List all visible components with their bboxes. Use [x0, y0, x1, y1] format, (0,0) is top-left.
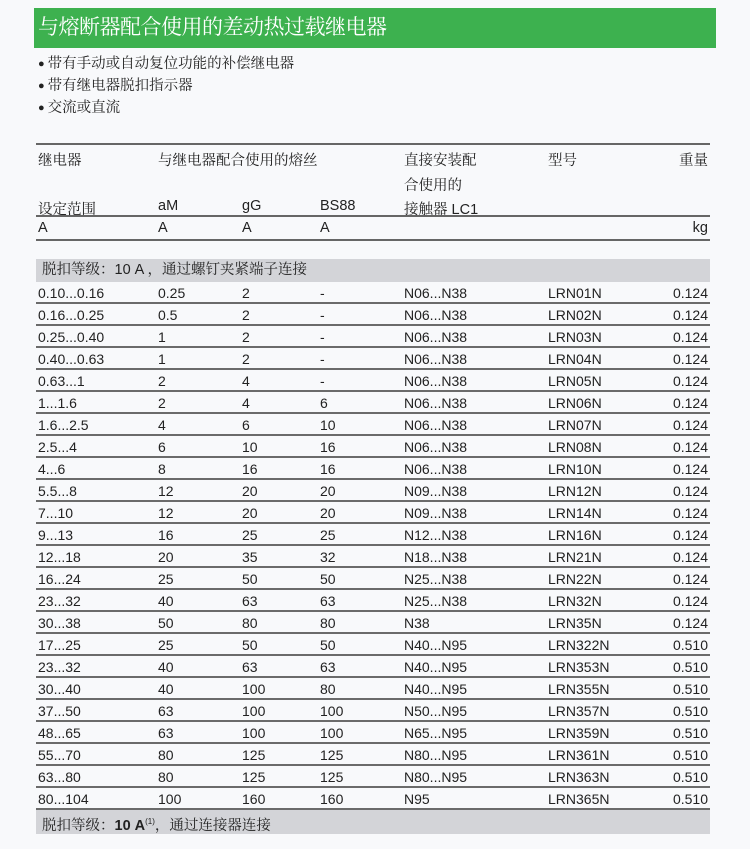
cell-bs88: 63	[320, 593, 336, 609]
cell-am: 25	[158, 637, 174, 653]
cell-range: 12...18	[38, 549, 81, 565]
cell-gg: 125	[242, 747, 266, 763]
cell-bs88: 16	[320, 439, 336, 455]
table-row	[36, 788, 710, 810]
table-row	[36, 326, 710, 348]
cell-range: 23...32	[38, 659, 81, 675]
cell-am: 40	[158, 681, 174, 697]
cell-bs88: 125	[320, 769, 344, 785]
footnote-ref: (1)	[145, 817, 155, 826]
unit-range: A	[38, 220, 48, 236]
cell-model: LRN05N	[548, 373, 602, 389]
unit-am: A	[158, 220, 168, 236]
cell-contactor: N40...N95	[404, 659, 468, 675]
cell-range: 0.16...0.25	[38, 307, 105, 323]
cell-gg: 10	[242, 439, 258, 455]
cell-weight: 0.124	[672, 593, 708, 609]
header-am: aM	[158, 198, 179, 214]
cell-bs88: 16	[320, 461, 336, 477]
table-row	[36, 590, 710, 612]
cell-am: 2	[158, 395, 166, 411]
section-value: 10 A	[114, 817, 146, 834]
cell-range: 9...13	[38, 527, 74, 543]
page-title: 与熔断器配合使用的差动热过载继电器	[34, 8, 716, 48]
header-contactor-1: 直接安装配	[404, 153, 477, 169]
cell-am: 63	[158, 725, 174, 741]
cell-weight: 0.124	[672, 351, 708, 367]
cell-weight: 0.510	[672, 769, 708, 785]
cell-model: LRN32N	[548, 593, 602, 609]
cell-weight: 0.124	[672, 307, 708, 323]
table-row	[36, 766, 710, 788]
table-row	[36, 634, 710, 656]
table-row	[36, 568, 710, 590]
cell-contactor: N38	[404, 615, 430, 631]
cell-bs88: -	[320, 373, 325, 389]
cell-weight: 0.124	[672, 285, 708, 301]
cell-am: 16	[158, 527, 174, 543]
cell-bs88: -	[320, 307, 325, 323]
cell-am: 0.5	[158, 307, 178, 323]
cell-model: LRN353N	[548, 659, 610, 675]
section-label: 脱扣等级：	[42, 817, 115, 834]
cell-model: LRN322N	[548, 637, 610, 653]
cell-gg: 50	[242, 637, 258, 653]
cell-range: 1...1.6	[38, 395, 77, 411]
cell-weight: 0.510	[672, 791, 708, 807]
table-row	[36, 370, 710, 392]
cell-contactor: N06...N38	[404, 329, 468, 345]
cell-weight: 0.124	[672, 417, 708, 433]
cell-weight: 0.124	[672, 483, 708, 499]
header-range: 设定范围	[38, 202, 96, 218]
header-fuse: 与继电器配合使用的熔丝	[158, 153, 318, 169]
cell-model: LRN359N	[548, 725, 610, 741]
table-row	[36, 524, 710, 546]
cell-am: 63	[158, 703, 174, 719]
cell-contactor: N25...N38	[404, 571, 468, 587]
cell-range: 0.10...0.16	[38, 285, 105, 301]
cell-model: LRN01N	[548, 285, 602, 301]
cell-am: 12	[158, 483, 174, 499]
section-header-screw: 脱扣等级：10 A ，通过螺钉夹紧端子连接	[36, 259, 710, 282]
cell-weight: 0.124	[672, 615, 708, 631]
cell-am: 1	[158, 351, 166, 367]
table-row	[36, 458, 710, 480]
cell-am: 8	[158, 461, 166, 477]
cell-range: 63...80	[38, 769, 81, 785]
feature-list	[38, 53, 294, 119]
cell-range: 5.5...8	[38, 483, 77, 499]
table-row	[36, 414, 710, 436]
table-row	[36, 282, 710, 304]
table-row	[36, 612, 710, 634]
cell-am: 100	[158, 791, 182, 807]
cell-weight: 0.124	[672, 549, 708, 565]
cell-range: 17...25	[38, 637, 81, 653]
cell-weight: 0.510	[672, 747, 708, 763]
cell-contactor: N06...N38	[404, 373, 468, 389]
cell-model: LRN365N	[548, 791, 610, 807]
cell-gg: 16	[242, 461, 258, 477]
cell-model: LRN361N	[548, 747, 610, 763]
cell-bs88: 100	[320, 725, 344, 741]
cell-range: 23...32	[38, 593, 81, 609]
cell-gg: 50	[242, 571, 258, 587]
table-body	[36, 282, 710, 810]
feature-item: ● 交流或直流	[38, 97, 294, 119]
table-row	[36, 348, 710, 370]
table-row	[36, 722, 710, 744]
cell-range: 30...40	[38, 681, 81, 697]
cell-model: LRN355N	[548, 681, 610, 697]
cell-model: LRN10N	[548, 461, 602, 477]
cell-model: LRN04N	[548, 351, 602, 367]
cell-weight: 0.124	[672, 395, 708, 411]
cell-gg: 6	[242, 417, 250, 433]
cell-gg: 20	[242, 505, 258, 521]
cell-gg: 2	[242, 307, 250, 323]
cell-range: 7...10	[38, 505, 74, 521]
cell-am: 25	[158, 571, 174, 587]
cell-model: LRN06N	[548, 395, 602, 411]
cell-contactor: N18...N38	[404, 549, 468, 565]
cell-bs88: 50	[320, 571, 336, 587]
cell-gg: 4	[242, 373, 250, 389]
cell-weight: 0.124	[672, 461, 708, 477]
cell-model: LRN22N	[548, 571, 602, 587]
cell-contactor: N09...N38	[404, 483, 468, 499]
header-gg: gG	[242, 198, 262, 214]
cell-range: 2.5...4	[38, 439, 77, 455]
cell-bs88: -	[320, 285, 325, 301]
cell-range: 37...50	[38, 703, 81, 719]
cell-am: 40	[158, 593, 174, 609]
cell-gg: 125	[242, 769, 266, 785]
cell-gg: 100	[242, 703, 266, 719]
cell-contactor: N06...N38	[404, 285, 468, 301]
cell-bs88: 25	[320, 527, 336, 543]
cell-bs88: -	[320, 329, 325, 345]
feature-item: ● 带有手动或自动复位功能的补偿继电器	[38, 53, 294, 75]
cell-range: 80...104	[38, 791, 89, 807]
header-weight: 重量	[679, 153, 708, 169]
cell-weight: 0.510	[672, 681, 708, 697]
cell-range: 30...38	[38, 615, 81, 631]
cell-bs88: 100	[320, 703, 344, 719]
cell-model: LRN02N	[548, 307, 602, 323]
section-label: ，通过连接器连接	[154, 817, 271, 834]
cell-gg: 4	[242, 395, 250, 411]
header-contactor-3: 接触器 LC1	[404, 202, 479, 218]
cell-am: 6	[158, 439, 166, 455]
cell-bs88: 160	[320, 791, 344, 807]
cell-model: LRN12N	[548, 483, 602, 499]
cell-gg: 63	[242, 659, 258, 675]
cell-contactor: N65...N95	[404, 725, 468, 741]
table-row	[36, 436, 710, 458]
table-row	[36, 700, 710, 722]
cell-model: LRN16N	[548, 527, 602, 543]
cell-range: 0.40...0.63	[38, 351, 105, 367]
cell-bs88: 50	[320, 637, 336, 653]
cell-gg: 80	[242, 615, 258, 631]
cell-weight: 0.510	[672, 659, 708, 675]
cell-gg: 100	[242, 725, 266, 741]
cell-gg: 160	[242, 791, 266, 807]
cell-range: 4...6	[38, 461, 66, 477]
cell-contactor: N09...N38	[404, 505, 468, 521]
cell-weight: 0.124	[672, 329, 708, 345]
cell-weight: 0.510	[672, 725, 708, 741]
cell-contactor: N06...N38	[404, 417, 468, 433]
cell-weight: 0.124	[672, 505, 708, 521]
cell-model: LRN35N	[548, 615, 602, 631]
cell-model: LRN14N	[548, 505, 602, 521]
table-row	[36, 656, 710, 678]
cell-gg: 2	[242, 351, 250, 367]
cell-model: LRN363N	[548, 769, 610, 785]
divider	[36, 239, 710, 241]
cell-model: LRN07N	[548, 417, 602, 433]
cell-am: 20	[158, 549, 174, 565]
cell-am: 2	[158, 373, 166, 389]
feature-item: ● 带有继电器脱扣指示器	[38, 75, 294, 97]
cell-am: 4	[158, 417, 166, 433]
table-row	[36, 678, 710, 700]
cell-gg: 25	[242, 527, 258, 543]
cell-bs88: 20	[320, 505, 336, 521]
cell-bs88: 6	[320, 395, 328, 411]
cell-contactor: N40...N95	[404, 637, 468, 653]
cell-model: LRN21N	[548, 549, 602, 565]
cell-am: 80	[158, 747, 174, 763]
header-model: 型号	[548, 153, 577, 169]
cell-bs88: 10	[320, 417, 336, 433]
cell-range: 48...65	[38, 725, 81, 741]
cell-model: LRN357N	[548, 703, 610, 719]
cell-contactor: N50...N95	[404, 703, 468, 719]
cell-bs88: 125	[320, 747, 344, 763]
table-row	[36, 546, 710, 568]
cell-weight: 0.124	[672, 373, 708, 389]
cell-contactor: N06...N38	[404, 439, 468, 455]
cell-model: LRN03N	[548, 329, 602, 345]
units-row	[36, 217, 710, 239]
cell-gg: 35	[242, 549, 258, 565]
cell-contactor: N80...N95	[404, 747, 468, 763]
unit-weight: kg	[692, 220, 708, 236]
cell-contactor: N12...N38	[404, 527, 468, 543]
cell-gg: 63	[242, 593, 258, 609]
cell-contactor: N06...N38	[404, 395, 468, 411]
cell-bs88: 20	[320, 483, 336, 499]
unit-bs88: A	[320, 220, 330, 236]
cell-contactor: N06...N38	[404, 307, 468, 323]
header-bs88: BS88	[320, 198, 356, 214]
cell-bs88: 63	[320, 659, 336, 675]
cell-model: LRN08N	[548, 439, 602, 455]
cell-bs88: -	[320, 351, 325, 367]
table-row	[36, 744, 710, 766]
cell-gg: 2	[242, 285, 250, 301]
header-contactor-2: 合使用的	[404, 178, 462, 194]
cell-contactor: N40...N95	[404, 681, 468, 697]
cell-am: 0.25	[158, 285, 186, 301]
cell-range: 0.25...0.40	[38, 329, 105, 345]
cell-bs88: 32	[320, 549, 336, 565]
table-row	[36, 392, 710, 414]
cell-weight: 0.124	[672, 527, 708, 543]
cell-contactor: N25...N38	[404, 593, 468, 609]
unit-gg: A	[242, 220, 252, 236]
table-row	[36, 304, 710, 326]
cell-bs88: 80	[320, 681, 336, 697]
cell-range: 55...70	[38, 747, 81, 763]
table-header	[36, 145, 710, 218]
cell-contactor: N06...N38	[404, 351, 468, 367]
cell-contactor: N80...N95	[404, 769, 468, 785]
table-row	[36, 480, 710, 502]
cell-am: 80	[158, 769, 174, 785]
cell-range: 0.63...1	[38, 373, 85, 389]
cell-am: 50	[158, 615, 174, 631]
cell-gg: 20	[242, 483, 258, 499]
product-table	[36, 143, 710, 834]
cell-am: 40	[158, 659, 174, 675]
table-row	[36, 502, 710, 524]
cell-weight: 0.510	[672, 637, 708, 653]
section-header-connector	[36, 810, 710, 834]
cell-weight: 0.124	[672, 571, 708, 587]
cell-gg: 2	[242, 329, 250, 345]
cell-weight: 0.124	[672, 439, 708, 455]
cell-weight: 0.510	[672, 703, 708, 719]
cell-bs88: 80	[320, 615, 336, 631]
header-relay: 继电器	[38, 153, 82, 169]
cell-am: 12	[158, 505, 174, 521]
cell-contactor: N06...N38	[404, 461, 468, 477]
cell-range: 1.6...2.5	[38, 417, 89, 433]
cell-range: 16...24	[38, 571, 81, 587]
cell-contactor: N95	[404, 791, 430, 807]
cell-am: 1	[158, 329, 166, 345]
cell-gg: 100	[242, 681, 266, 697]
